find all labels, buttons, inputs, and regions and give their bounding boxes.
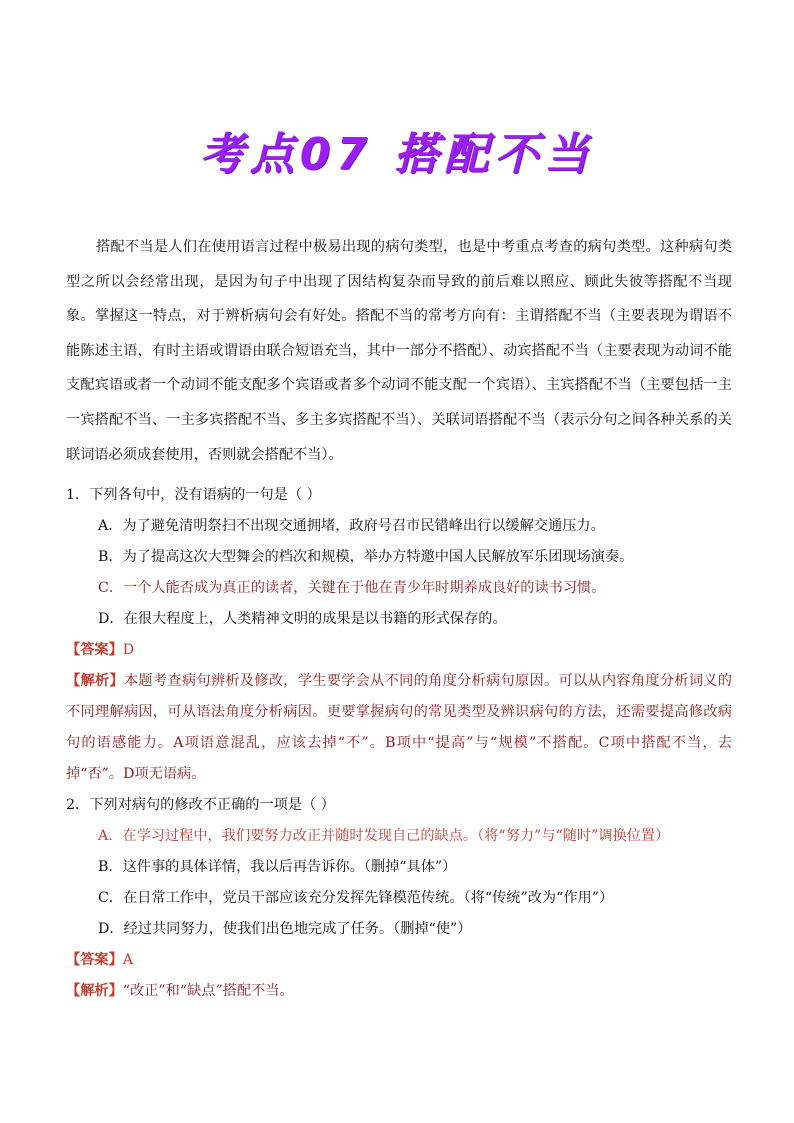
intro-paragraph: 搭配不当是人们在使用语言过程中极易出现的病句类型，也是中考重点考查的病句类型。这种病句类型之所以会经常出现，是因为句子中出现了因结构复杂而导致的前后难以照应、顾此失彼等搭配不当现象。掌握这一特点，对于辨析病句会有好处。搭配不当的常考方向有：主谓搭配不当（主要表现为谓语不能陈述主语，有时主语或谓语由联合短语充当，其中一部分不搭配）、动宾搭配不当（主要表现为动词不能支配宾语或者一个动词不能支配多个宾语或者多个动词不能支配一个宾语）、主宾搭配不当（主要包括一主一宾搭配不当、一主多宾搭配不当、多主多宾搭配不当）、关联词语搭配不当（表示分句之间各种关系的关联词语必须成套使用，否则就会搭配不当）。 — [66, 239, 732, 463]
answer-value: D — [122, 642, 135, 658]
question-stem: 1．下列各句中，没有语病的一句是（ ） — [66, 487, 321, 503]
analysis-text: 本题考查病句辨析及修改，学生要学会从不同的角度分析病句原因。可以从内容角度分析词义的不同理解病因，可从语法角度分析病因。更要掌握病句的常见类型及辨识病句的方法，还需要提高修改病句的语感能力。A项语意混乱，应该去掉“不”。B项中“提高”与“规模”不搭配。C项中搭配不当，去掉“否”。D项无语病。 — [66, 673, 732, 782]
analysis-tag: 【解析】 — [66, 673, 124, 689]
question-stem: 2．下列对病句的修改不正确的一项是（ ） — [66, 797, 335, 813]
answer-value: A — [122, 952, 134, 968]
answer-tag: 【答案】 — [66, 642, 123, 658]
option-d: D．在很大程度上，人类精神文明的成果是以书籍的形式保存的。 — [98, 611, 507, 627]
page-title: 考点07 搭配不当 — [199, 129, 595, 180]
option-b: B．这件事的具体详情，我以后再告诉你。（删掉“具体”） — [98, 859, 457, 875]
analysis-tag: 【解析】 — [66, 983, 123, 999]
analysis-text: “改正”和“缺点”搭配不当。 — [122, 983, 294, 999]
option-b: B．为了提高这次大型舞会的档次和规模，举办方特邀中国人民解放军乐团现场演奏。 — [98, 549, 634, 565]
answer-line — [66, 635, 732, 666]
option-c: C．一个人能否成为真正的读者，关键在于他在青少年时期养成良好的读书习惯。 — [98, 580, 606, 596]
option-a: A．为了避免清明祭扫不出现交通拥堵，政府号召市民错峰出行以缓解交通压力。 — [98, 518, 605, 534]
option-c: C．在日常工作中，党员干部应该充分发挥先锋模范传统。（将“传统”改为“作用”） — [98, 890, 614, 906]
option-d: D．经过共同努力，使我们出色地完成了任务。（删掉“使”） — [98, 921, 472, 937]
question-1 — [66, 480, 732, 790]
analysis — [66, 666, 732, 790]
answer-tag: 【答案】 — [66, 952, 123, 968]
question-2 — [66, 790, 732, 1007]
answer-line — [66, 945, 732, 976]
analysis — [66, 976, 732, 1007]
option-a: A．在学习过程中，我们要努力改正并随时发现自己的缺点。（将“努力”与“随时”调换位置） — [98, 828, 670, 844]
